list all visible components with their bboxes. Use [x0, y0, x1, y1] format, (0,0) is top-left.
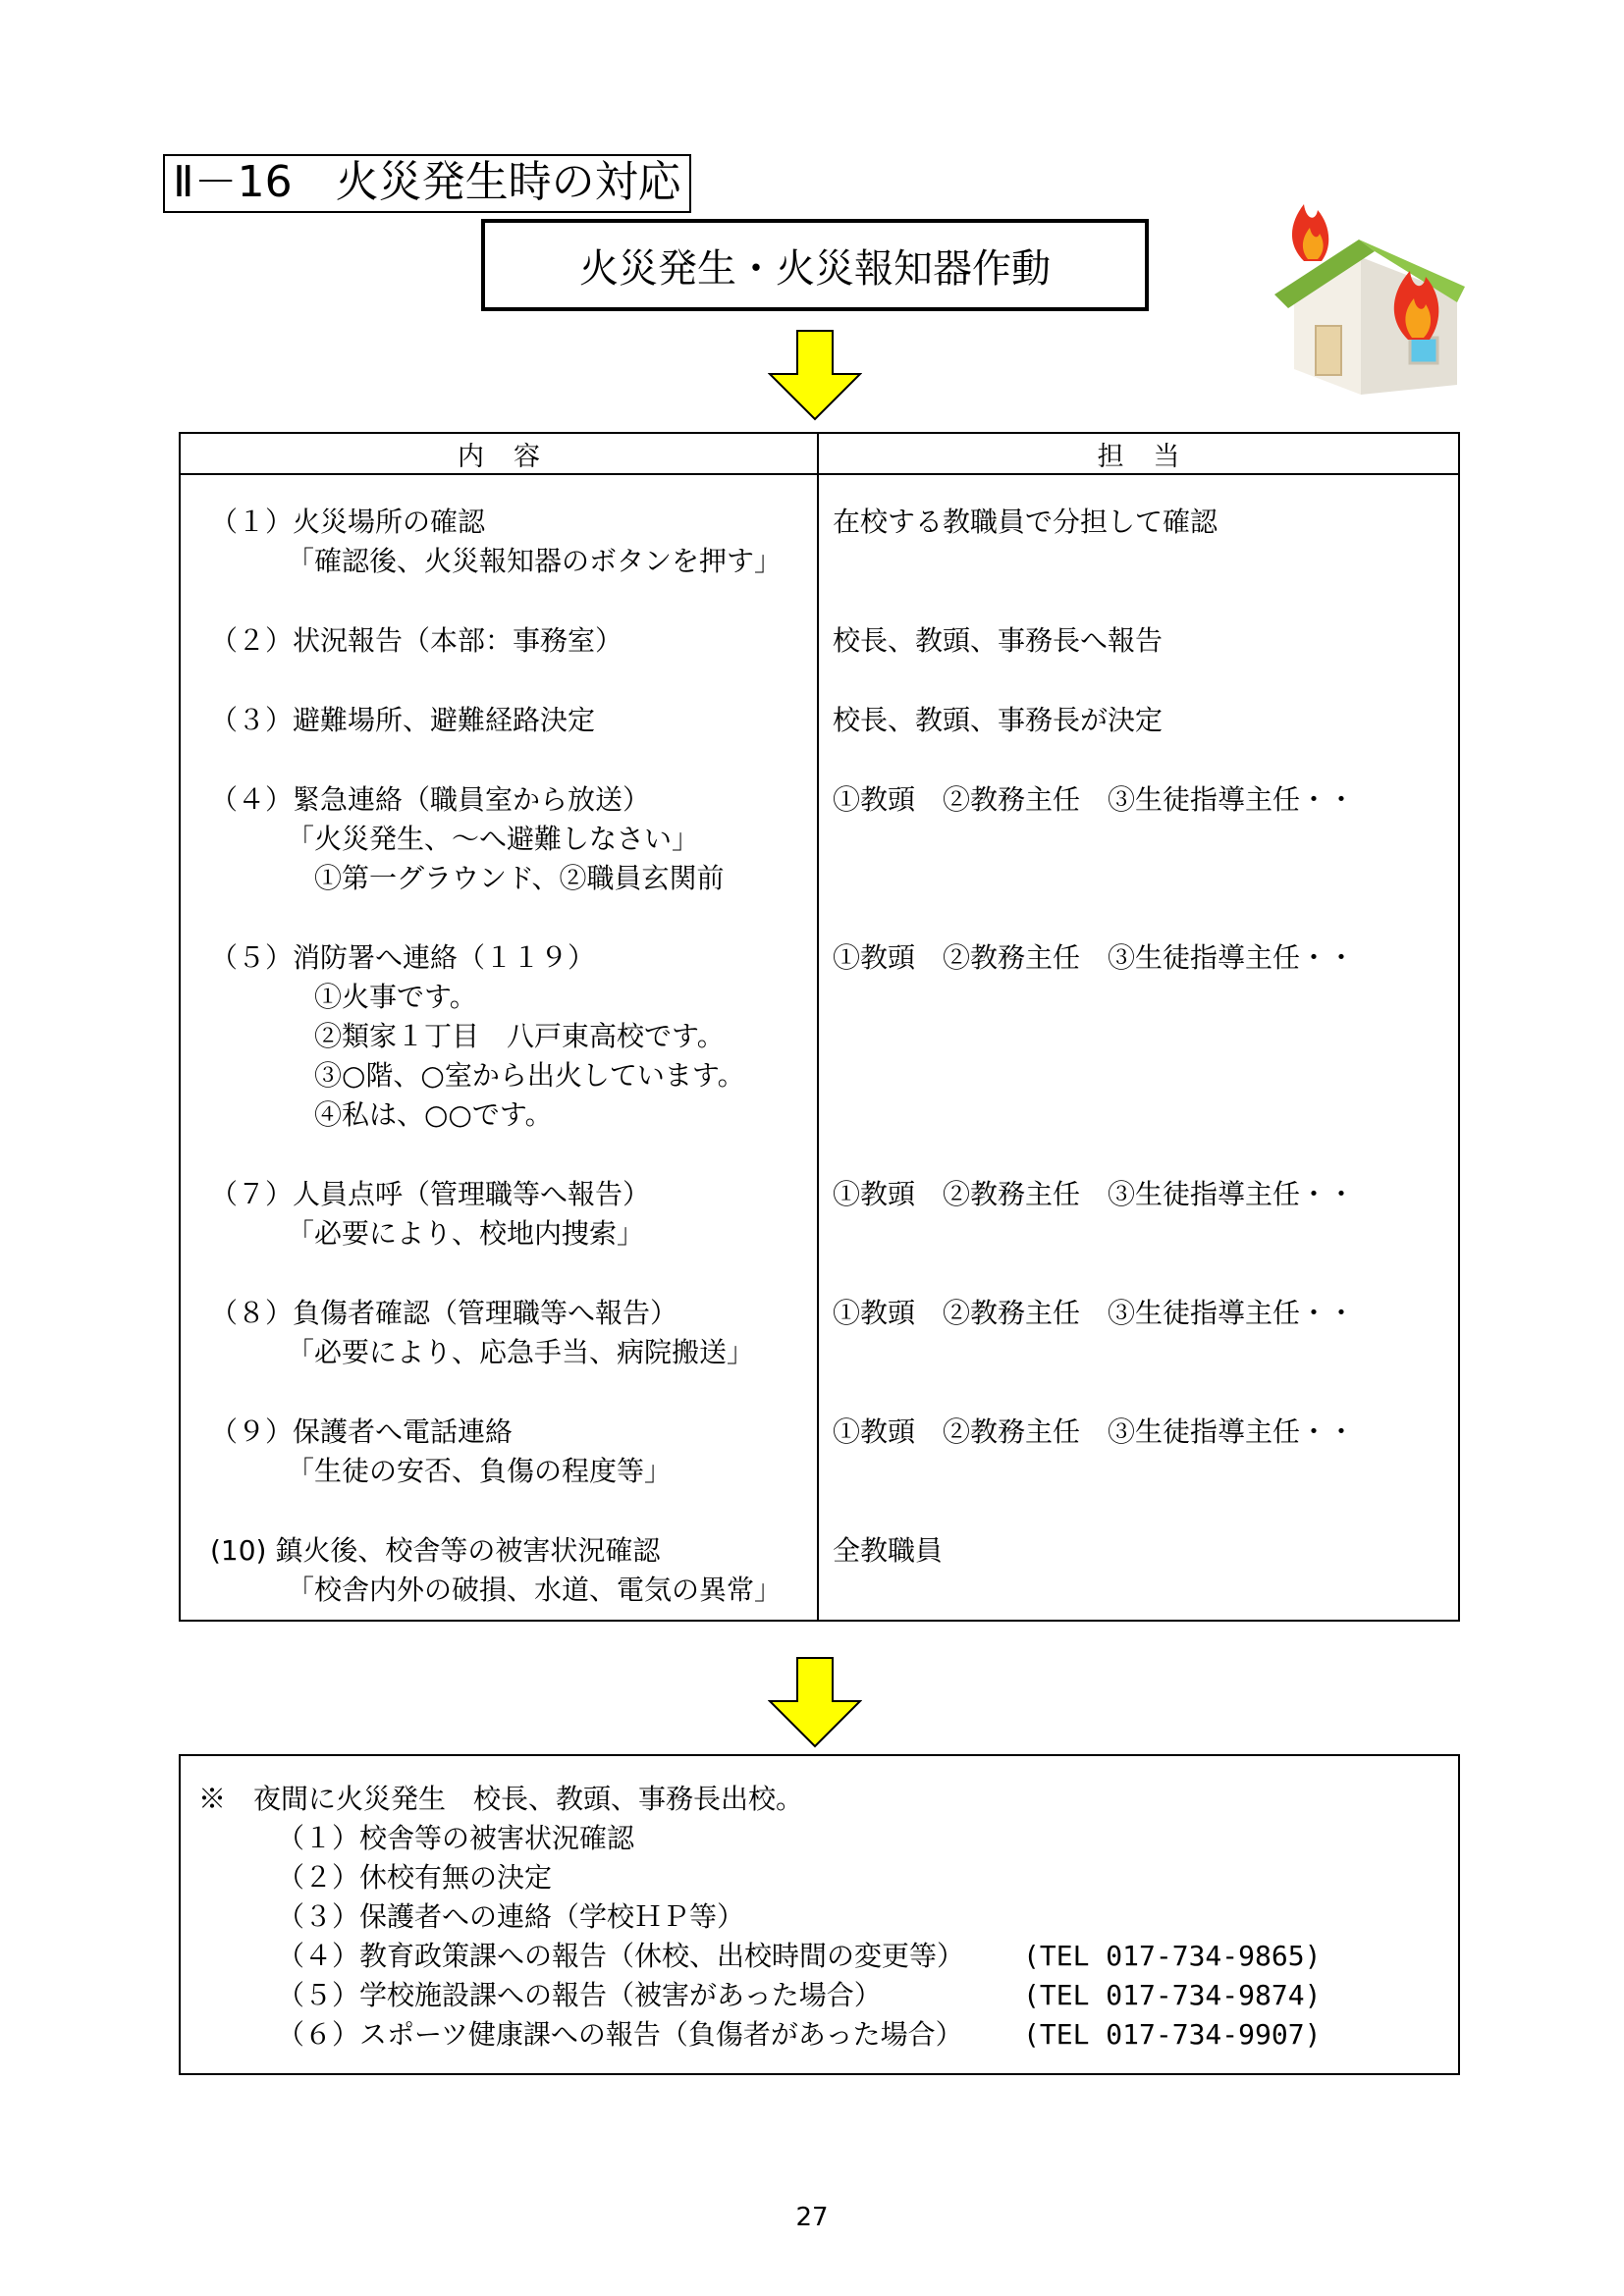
night-item [198, 2015, 1458, 2055]
assignee-text: ①教頭 ②教務主任 ③生徒指導主任・・ [833, 1415, 1356, 1448]
table-row-assignee [833, 1294, 1458, 1372]
page-number: 27 [795, 2203, 829, 2232]
item-detail-line: 「火災発生、～へ避難しなさい」 [287, 823, 700, 855]
assignee-column [819, 475, 1458, 1620]
table-row-content [210, 938, 817, 1135]
table-header [181, 434, 1458, 475]
assignee-text: 在校する教職員で分担して確認 [833, 506, 1218, 538]
table-row-content [210, 621, 817, 661]
night-item-text: （４）教育政策課への報告（休校、出校時間の変更等） [277, 1940, 965, 1972]
response-table [179, 432, 1460, 1622]
item-detail-line: 「校舎内外の破損、水道、電気の異常」 [287, 1574, 783, 1606]
item-title: （１）火災場所の確認 [210, 506, 486, 538]
night-item-tel: (TEL 017-734-9874) [1023, 1979, 1322, 2011]
burning-house-icon [1265, 192, 1477, 399]
item-title: （９）保護者へ電話連絡 [210, 1415, 514, 1448]
night-item [198, 1897, 1458, 1937]
event-box: 火災発生・火災報知器作動 [481, 219, 1149, 311]
table-row-assignee [833, 621, 1458, 661]
table-row-content [210, 1175, 817, 1254]
item-detail-line: ①第一グラウンド、②職員玄関前 [314, 862, 725, 894]
item-detail-line: 「確認後、火災報知器のボタンを押す」 [287, 545, 783, 577]
item-title: （４）緊急連絡（職員室から放送） [210, 783, 651, 816]
night-item [198, 1858, 1458, 1897]
night-item-text: （３）保護者への連絡（学校ＨＰ等） [277, 1900, 745, 1933]
assignee-text: 全教職員 [833, 1534, 944, 1567]
table-row-assignee [833, 1413, 1458, 1491]
down-arrow-icon [768, 329, 862, 421]
assignee-text: ①教頭 ②教務主任 ③生徒指導主任・・ [833, 1178, 1356, 1210]
item-title: （５）消防署へ連絡（１１９） [210, 941, 596, 974]
table-row-content [210, 701, 817, 740]
header-content: 内容 [181, 434, 819, 473]
night-item-tel: (TEL 017-734-9865) [1023, 1940, 1322, 1972]
assignee-text: ①教頭 ②教務主任 ③生徒指導主任・・ [833, 941, 1356, 974]
item-title: （８）負傷者確認（管理職等へ報告） [210, 1297, 678, 1329]
table-row-assignee [833, 701, 1458, 740]
table-body [181, 475, 1458, 1620]
table-row-assignee [833, 1175, 1458, 1254]
section-title: Ⅱ－16 火災発生時の対応 [163, 154, 691, 213]
header-assignee: 担当 [1097, 441, 1210, 472]
table-row-content [210, 1413, 817, 1491]
item-title: （２）状況報告（本部：事務室） [210, 624, 623, 657]
night-item [198, 1976, 1458, 2015]
table-row-content [210, 1531, 817, 1610]
assignee-text: 校長、教頭、事務長へ報告 [833, 624, 1164, 657]
table-row-assignee [833, 938, 1458, 1135]
item-detail-line: 「生徒の安否、負傷の程度等」 [287, 1455, 673, 1487]
table-row-content [210, 503, 817, 581]
night-heading: ※ 夜間に火災発生 校長、教頭、事務長出校。 [198, 1783, 804, 1815]
night-items [198, 1819, 1458, 2055]
night-item [198, 1819, 1458, 1858]
item-detail-line: 「必要により、応急手当、病院搬送」 [287, 1336, 755, 1368]
night-item-text: （５）学校施設課への報告（被害があった場合） [277, 1979, 882, 2011]
item-detail-line: ③○階、○室から出火しています。 [314, 1059, 745, 1092]
night-item [198, 1937, 1458, 1976]
table-row-assignee [833, 780, 1458, 898]
item-detail-line: ①火事です。 [314, 981, 477, 1013]
item-detail-line: ②類家１丁目 八戸東高校です。 [314, 1020, 725, 1052]
assignee-text: ①教頭 ②教務主任 ③生徒指導主任・・ [833, 783, 1356, 816]
table-row-content [210, 1294, 817, 1372]
night-item-text: （６）スポーツ健康課への報告（負傷者があった場合） [277, 2018, 963, 2051]
assignee-text: 校長、教頭、事務長が決定 [833, 704, 1164, 736]
item-title: (10) 鎮火後、校舎等の被害状況確認 [210, 1534, 661, 1567]
item-title: （３）避難場所、避難経路決定 [210, 704, 596, 736]
content-column [181, 475, 819, 1620]
item-detail-line: ④私は、○○です。 [314, 1098, 553, 1131]
night-item-text: （１）校舎等の被害状況確認 [277, 1822, 635, 1854]
table-row-assignee [833, 1531, 1458, 1610]
night-item-text: （２）休校有無の決定 [277, 1861, 553, 1894]
table-row-assignee [833, 503, 1458, 581]
night-item-tel: (TEL 017-734-9907) [1023, 2018, 1322, 2051]
assignee-text: ①教頭 ②教務主任 ③生徒指導主任・・ [833, 1297, 1356, 1329]
item-title: （７）人員点呼（管理職等へ報告） [210, 1178, 651, 1210]
down-arrow-icon [768, 1656, 862, 1748]
item-detail-line: 「必要により、校地内捜索」 [287, 1217, 645, 1250]
night-procedure-box [179, 1754, 1460, 2075]
table-row-content [210, 780, 817, 898]
